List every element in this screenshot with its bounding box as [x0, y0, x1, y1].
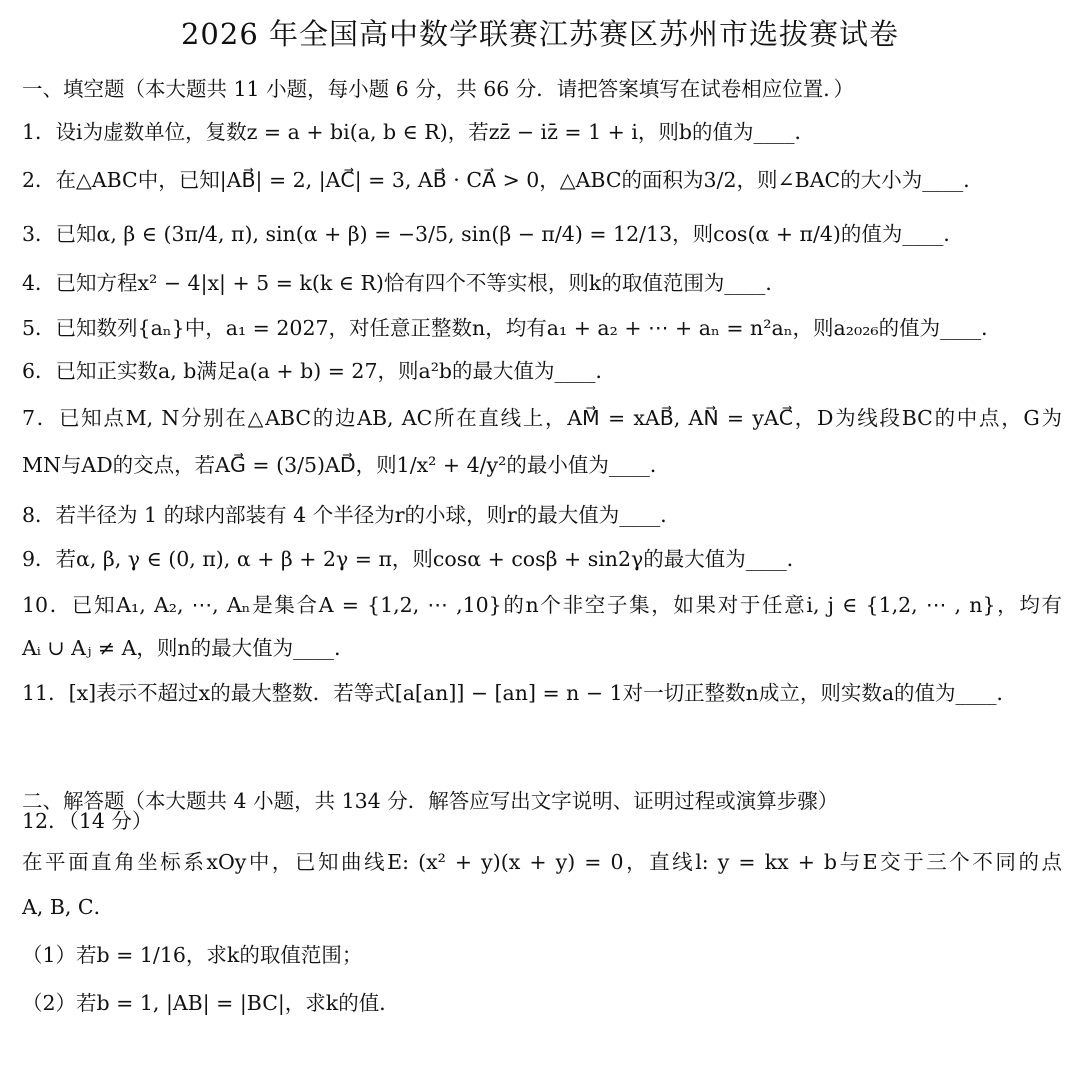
q12-part-2: （2）若b = 1, |AB| = |BC|，求k的值． [22, 991, 400, 1015]
problem-2: 2．在△ABC中，已知|AB⃗| = 2, |AC⃗| = 3, AB⃗ · CA⃗ > 0，△ABC的面积为3/2，则∠BAC的大小为____． [22, 168, 984, 192]
section2-header: 二、解答题（本大题共 4 小题，共 134 分．解答应写出文字说明、证明过程或演算步骤） [22, 789, 839, 813]
problem-5: 5．已知数列{aₙ}中，a₁ = 2027，对任意正整数n，均有a₁ + a₂ + ⋯ + aₙ = n²aₙ，则a₂₀₂₆的值为____． [22, 316, 1002, 340]
problem-10-line-2: Aᵢ ∪ Aⱼ ≠ A，则n的最大值为____． [22, 636, 355, 660]
q12-part-1: （1）若b = 1/16，求k的取值范围； [22, 943, 363, 967]
problem-1: 1．设i为虚数单位，复数z = a + bi(a, b ∈ R)，若zz̄ − iz̄ = 1 + i，则b的值为____． [22, 120, 816, 144]
problem-8: 8．若半径为 1 的球内部装有 4 个半径为r的小球，则r的最大值为____． [22, 503, 681, 527]
problem-9: 9．若α, β, γ ∈ (0, π), α + β + 2γ = π，则cosα + cosβ + sin2γ的最大值为____． [22, 547, 808, 571]
problem-10-line-1: 10．已知A₁, A₂, ⋯, Aₙ是集合A = {1,2, ⋯ ,10}的n个非空子集，如果对于任意i, j ∈ {1,2, ⋯ , n}，均有 [22, 593, 1062, 617]
exam-title: 2026 年全国高中数学联赛江苏赛区苏州市选拔赛试卷 [180, 17, 900, 51]
q12-header: 12．（14 分） [22, 809, 153, 833]
problem-7-line-1: 7．已知点M, N分别在△ABC的边AB, AC所在直线上，AM⃗ = xAB⃗, AN⃗ = yAC⃗，D为线段BC的中点，G为 [22, 406, 1062, 430]
problem-4: 4．已知方程x² − 4|x| + 5 = k(k ∈ R)恰有四个不等实根，则k的取值范围为____． [22, 271, 786, 295]
problem-6: 6．已知正实数a, b满足a(a + b) = 27，则a²b的最大值为____． [22, 359, 617, 383]
section1-header: 一、填空题（本大题共 11 小题，每小题 6 分，共 66 分．请把答案填写在试卷相应位置．） [22, 77, 855, 101]
problem-11: 11．[x]表示不超过x的最大整数．若等式[a[an]] − [an] = n − 1对一切正整数n成立，则实数a的值为____． [22, 681, 1018, 705]
problem-7-line-2: MN与AD的交点，若AG⃗ = (3/5)AD⃗，则1/x² + 4/y²的最小值为____． [22, 453, 671, 477]
q12-statement-line-2: A, B, C． [22, 895, 115, 919]
q12-statement-line-1: 在平面直角坐标系xOy中，已知曲线E: (x² + y)(x + y) = 0，直线l: y = kx + b与E交于三个不同的点 [22, 850, 1062, 874]
problem-3: 3．已知α, β ∈ (3π/4, π), sin(α + β) = −3/5, sin(β − π/4) = 12/13，则cos(α + π/4)的值为____． [22, 222, 964, 246]
